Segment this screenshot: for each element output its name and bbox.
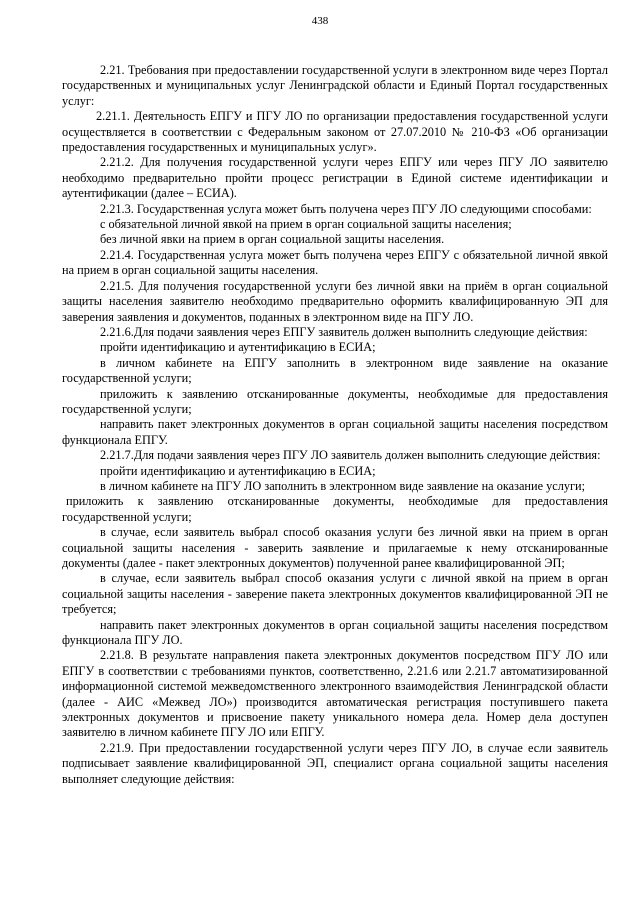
list-item: направить пакет электронных документов в орган социальной защиты населения посредством функционала ПГУ ЛО. xyxy=(62,617,608,648)
paragraph-2-21: 2.21. Требования при предоставлении государственной услуги в электронном виде через Портал государственных и муниципальных услуг Ленинградской области и Единый Портал государственных услуг: xyxy=(62,63,608,108)
list-item: приложить к заявлению отсканированные документы, необходимые для предоставления государственной услуги; xyxy=(62,494,608,524)
list-item: пройти идентификацию и аутентификацию в ЕСИА; xyxy=(100,340,376,355)
page-number: 438 xyxy=(311,15,329,27)
list-item: с обязательной личной явкой на прием в орган социальной защиты населения; xyxy=(100,217,512,232)
list-item: в личном кабинете на ЕПГУ заполнить в электронном виде заявление на оказание государственной услуги; xyxy=(62,355,608,386)
paragraph-2-21-3: 2.21.3. Государственная услуга может быть получена через ПГУ ЛО следующими способами: xyxy=(100,201,592,216)
paragraph-2-21-8: 2.21.8. В результате направления пакета электронных документов посредством ПГУ ЛО или ЕПГУ в соответствии с требованиями пунктов, соответственно, 2.21.6 или 2.21.7 автоматизированной информационной системой межведомственного электронного взаимодействия Ленинградской области (далее - АИС «Межвед ЛО») производится автоматическая регистрация поступившего пакета электронных документов и присвоение пакету уникального номера дела. Номер дела доступен заявителю в личном кабинете ПГУ ЛО или ЕПГУ. xyxy=(62,648,608,740)
paragraph-2-21-6: 2.21.6.Для подачи заявления через ЕПГУ заявитель должен выполнить следующие действия: xyxy=(100,324,588,339)
paragraph-2-21-9: 2.21.9. При предоставлении государственной услуги через ПГУ ЛО, в случае если заявитель подписывает заявление квалифицированной ЭП, специалист органа социальной защиты населения выполняет следующие действия: xyxy=(62,740,608,786)
paragraph-2-21-2: 2.21.2. Для получения государственной услуги через ЕПГУ или через ПГУ ЛО заявителю необходимо предварительно пройти процесс регистрации в Единой системе идентификации и аутентификации (далее – ЕСИА). xyxy=(62,155,608,201)
list-item: направить пакет электронных документов в орган социальной защиты населения посредством функционала ЕПГУ. xyxy=(62,417,608,447)
paragraph-2-21-4: 2.21.4. Государственная услуга может быть получена через ЕПГУ с обязательной личной явкой на прием в орган социальной защиты населения. xyxy=(62,247,608,278)
list-item: в случае, если заявитель выбрал способ оказания услуги без личной явки на прием в орган социальной защиты населения - заверить заявление и прилагаемые к нему отсканированные документы (далее - пакет электронных документов) полученной ранее квалифицированной ЭП; xyxy=(62,525,608,570)
paragraph-2-21-7: 2.21.7.Для подачи заявления через ПГУ ЛО заявитель должен выполнить следующие действия: xyxy=(100,448,601,463)
paragraph-2-21-5: 2.21.5. Для получения государственной услуги без личной явки на приём в орган социальной защиты населения заявителю необходимо предварительно оформить квалифицированную ЭП для заверения заявления и документов, поданных в электронном виде на ПГУ ЛО. xyxy=(62,278,608,324)
list-item: без личной явки на прием в орган социальной защиты населения. xyxy=(100,232,445,247)
paragraph-2-21-1: 2.21.1. Деятельность ЕПГУ и ПГУ ЛО по организации предоставления государственной услуги осуществляется в соответствии с Федеральным законом от 27.07.2010 № 210-ФЗ «Об организации предоставления государственных и муниципальных услуг». xyxy=(62,109,608,155)
document-body xyxy=(62,63,608,787)
list-item: пройти идентификацию и аутентификацию в ЕСИА; xyxy=(100,463,376,478)
list-item: в случае, если заявитель выбрал способ оказания услуги с личной явкой на прием в орган социальной защиты населения - заверение пакета электронных документов квалифицированной ЭП не требуется; xyxy=(62,571,608,617)
list-item: в личном кабинете на ПГУ ЛО заполнить в электронном виде заявление на оказание услуги; xyxy=(100,478,586,493)
list-item: приложить к заявлению отсканированные документы, необходимые для предоставления государственной услуги; xyxy=(62,386,608,416)
